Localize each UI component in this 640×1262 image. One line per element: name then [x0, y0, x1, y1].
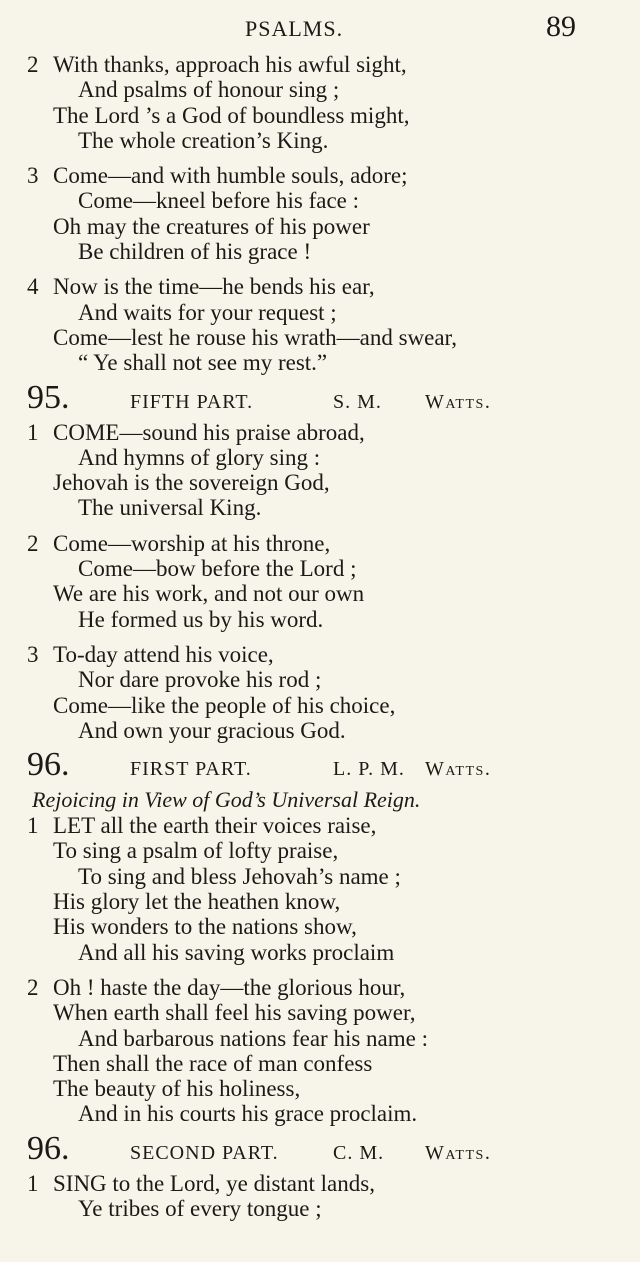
- verse-text: Come—worship at his throne,: [53, 530, 331, 556]
- verse-text: We are his work, and not our own: [53, 581, 365, 607]
- verse-text: Come—like the people of his choice,: [53, 692, 396, 718]
- verse-line: [0, 214, 640, 239]
- verse-text: The Lord ’s a God of boundless might,: [53, 102, 410, 128]
- verse-text: Come—lest he rouse his wrath—and swear,: [53, 324, 458, 350]
- stanza-number: 1: [27, 813, 39, 839]
- stanza-number: 2: [27, 530, 39, 556]
- verse-line: [0, 975, 640, 1000]
- verse-line: [0, 470, 640, 495]
- verse-text: Ye tribes of every tongue ;: [78, 1195, 322, 1221]
- page-number: 89: [546, 10, 576, 43]
- verse-text: Nor dare provoke his rod ;: [78, 667, 322, 693]
- verse-text: Come—kneel before his face :: [78, 188, 359, 214]
- verse-line: [0, 163, 640, 188]
- hymn-part: FIFTH PART.: [130, 390, 254, 413]
- hymn-number: 95.: [27, 378, 70, 416]
- verse-line: [0, 667, 640, 692]
- stanza: [0, 975, 640, 1127]
- stanza-number: 2: [27, 52, 39, 77]
- hymn-heading: [0, 746, 640, 785]
- verse-line: [0, 531, 640, 556]
- verse-text: And psalms of honour sing ;: [78, 77, 340, 103]
- hymn-part: FIRST PART.: [130, 758, 252, 781]
- verse-text: The beauty of his holiness,: [53, 1076, 301, 1102]
- verse-line: [0, 1051, 640, 1076]
- verse-text: Come—and with humble souls, adore;: [53, 163, 408, 189]
- verse-line: [0, 188, 640, 213]
- verse-line: [0, 350, 640, 375]
- verse-text: And own your gracious God.: [78, 717, 346, 743]
- verse-text: And hymns of glory sing :: [78, 444, 321, 470]
- page-body: [0, 52, 640, 1231]
- verse-line: [0, 718, 640, 743]
- stanza: [0, 420, 640, 521]
- running-head: [0, 8, 640, 44]
- verse-text: SING to the Lord, ye distant lands,: [53, 1170, 375, 1196]
- verse-line: [0, 52, 640, 77]
- stanza-number: 3: [27, 163, 39, 189]
- verse-line: [0, 914, 640, 939]
- verse-line: [0, 642, 640, 667]
- verse-line: [0, 607, 640, 632]
- verse-line: [0, 103, 640, 128]
- verse-line: [0, 1076, 640, 1101]
- verse-text: Be children of his grace !: [78, 239, 312, 265]
- hymn-meter: C. M.: [333, 1141, 385, 1164]
- hymn-section: [0, 746, 640, 1127]
- verse-line: [0, 693, 640, 718]
- stanza-number: 1: [27, 1170, 39, 1196]
- verse-line: [0, 1196, 640, 1221]
- stanza: [0, 531, 640, 632]
- hymn-heading: [0, 378, 640, 418]
- verse-text: And waits for your request ;: [78, 299, 337, 325]
- verse-text: Oh may the creatures of his power: [53, 213, 370, 239]
- verse-line: [0, 1171, 640, 1196]
- hymn-subtitle: Rejoicing in View of God’s Universal Reign.: [32, 787, 421, 813]
- verse-text: Come—bow before the Lord ;: [78, 556, 357, 582]
- verse-line: [0, 1026, 640, 1051]
- running-title: PSALMS.: [245, 16, 344, 41]
- verse-line: [0, 128, 640, 153]
- verse-line: [0, 274, 640, 299]
- verse-text: He formed us by his word.: [78, 606, 324, 632]
- hymn-author: Watts.: [425, 1141, 492, 1164]
- verse-text: To sing and bless Jehovah’s name ;: [78, 863, 401, 889]
- verse-text: And all his saving works proclaim: [78, 939, 395, 965]
- hymn-heading: [0, 1129, 640, 1169]
- hymn-part: SECOND PART.: [130, 1141, 279, 1164]
- verse-text: COME—sound his praise abroad,: [53, 419, 365, 445]
- stanza: [0, 813, 640, 965]
- stanza-number: 3: [27, 641, 39, 667]
- verse-line: [0, 889, 640, 914]
- verse-text: The universal King.: [78, 495, 262, 521]
- hymn-author: Watts.: [425, 390, 492, 413]
- verse-text: His glory let the heathen know,: [53, 889, 341, 915]
- verse-text: His wonders to the nations show,: [53, 914, 357, 940]
- stanza: [0, 1171, 640, 1222]
- verse-text: Then shall the race of man confess: [53, 1050, 373, 1076]
- hymn-section: [0, 1129, 640, 1222]
- hymn-number: 96.: [27, 1129, 70, 1167]
- verse-line: [0, 495, 640, 520]
- hymn-author: Watts.: [425, 758, 492, 781]
- verse-line: [0, 239, 640, 264]
- verse-line: [0, 556, 640, 581]
- hymn-number: 96.: [27, 746, 70, 784]
- verse-line: [0, 325, 640, 350]
- stanza-number: 1: [27, 419, 39, 445]
- verse-text: Oh ! haste the day—the glorious hour,: [53, 974, 406, 1000]
- stanza: [0, 163, 640, 264]
- verse-text: And barbarous nations fear his name :: [78, 1025, 429, 1051]
- verse-line: [0, 77, 640, 102]
- verse-line: [0, 940, 640, 965]
- verse-line: [0, 445, 640, 470]
- verse-line: [0, 300, 640, 325]
- verse-text: And in his courts his grace proclaim.: [78, 1101, 418, 1127]
- verse-line: [0, 838, 640, 863]
- verse-line: [0, 813, 640, 838]
- stanza: [0, 642, 640, 743]
- stanza-number: 4: [27, 274, 39, 300]
- verse-text: “ Ye shall not see my rest.”: [78, 350, 328, 376]
- verse-line: [0, 420, 640, 445]
- stanza: [0, 52, 640, 153]
- verse-text: The whole creation’s King.: [78, 127, 329, 153]
- verse-line: [0, 1101, 640, 1126]
- verse-text: Now is the time—he bends his ear,: [53, 274, 375, 300]
- verse-line: [0, 1000, 640, 1025]
- verse-line: [0, 864, 640, 889]
- stanza-number: 2: [27, 974, 39, 1000]
- hymn-meter: L. P. M.: [333, 758, 405, 781]
- verse-text: Jehovah is the sovereign God,: [53, 470, 330, 496]
- stanza: [0, 274, 640, 375]
- verse-text: LET all the earth their voices raise,: [53, 813, 377, 839]
- hymn-section: [0, 378, 640, 744]
- verse-line: [0, 581, 640, 606]
- hymn-section: [0, 52, 640, 376]
- verse-text: To-day attend his voice,: [53, 641, 274, 667]
- verse-text: With thanks, approach his awful sight,: [53, 52, 407, 77]
- hymn-meter: S. M.: [333, 390, 382, 413]
- verse-text: To sing a psalm of lofty praise,: [53, 838, 339, 864]
- verse-text: When earth shall feel his saving power,: [53, 1000, 416, 1026]
